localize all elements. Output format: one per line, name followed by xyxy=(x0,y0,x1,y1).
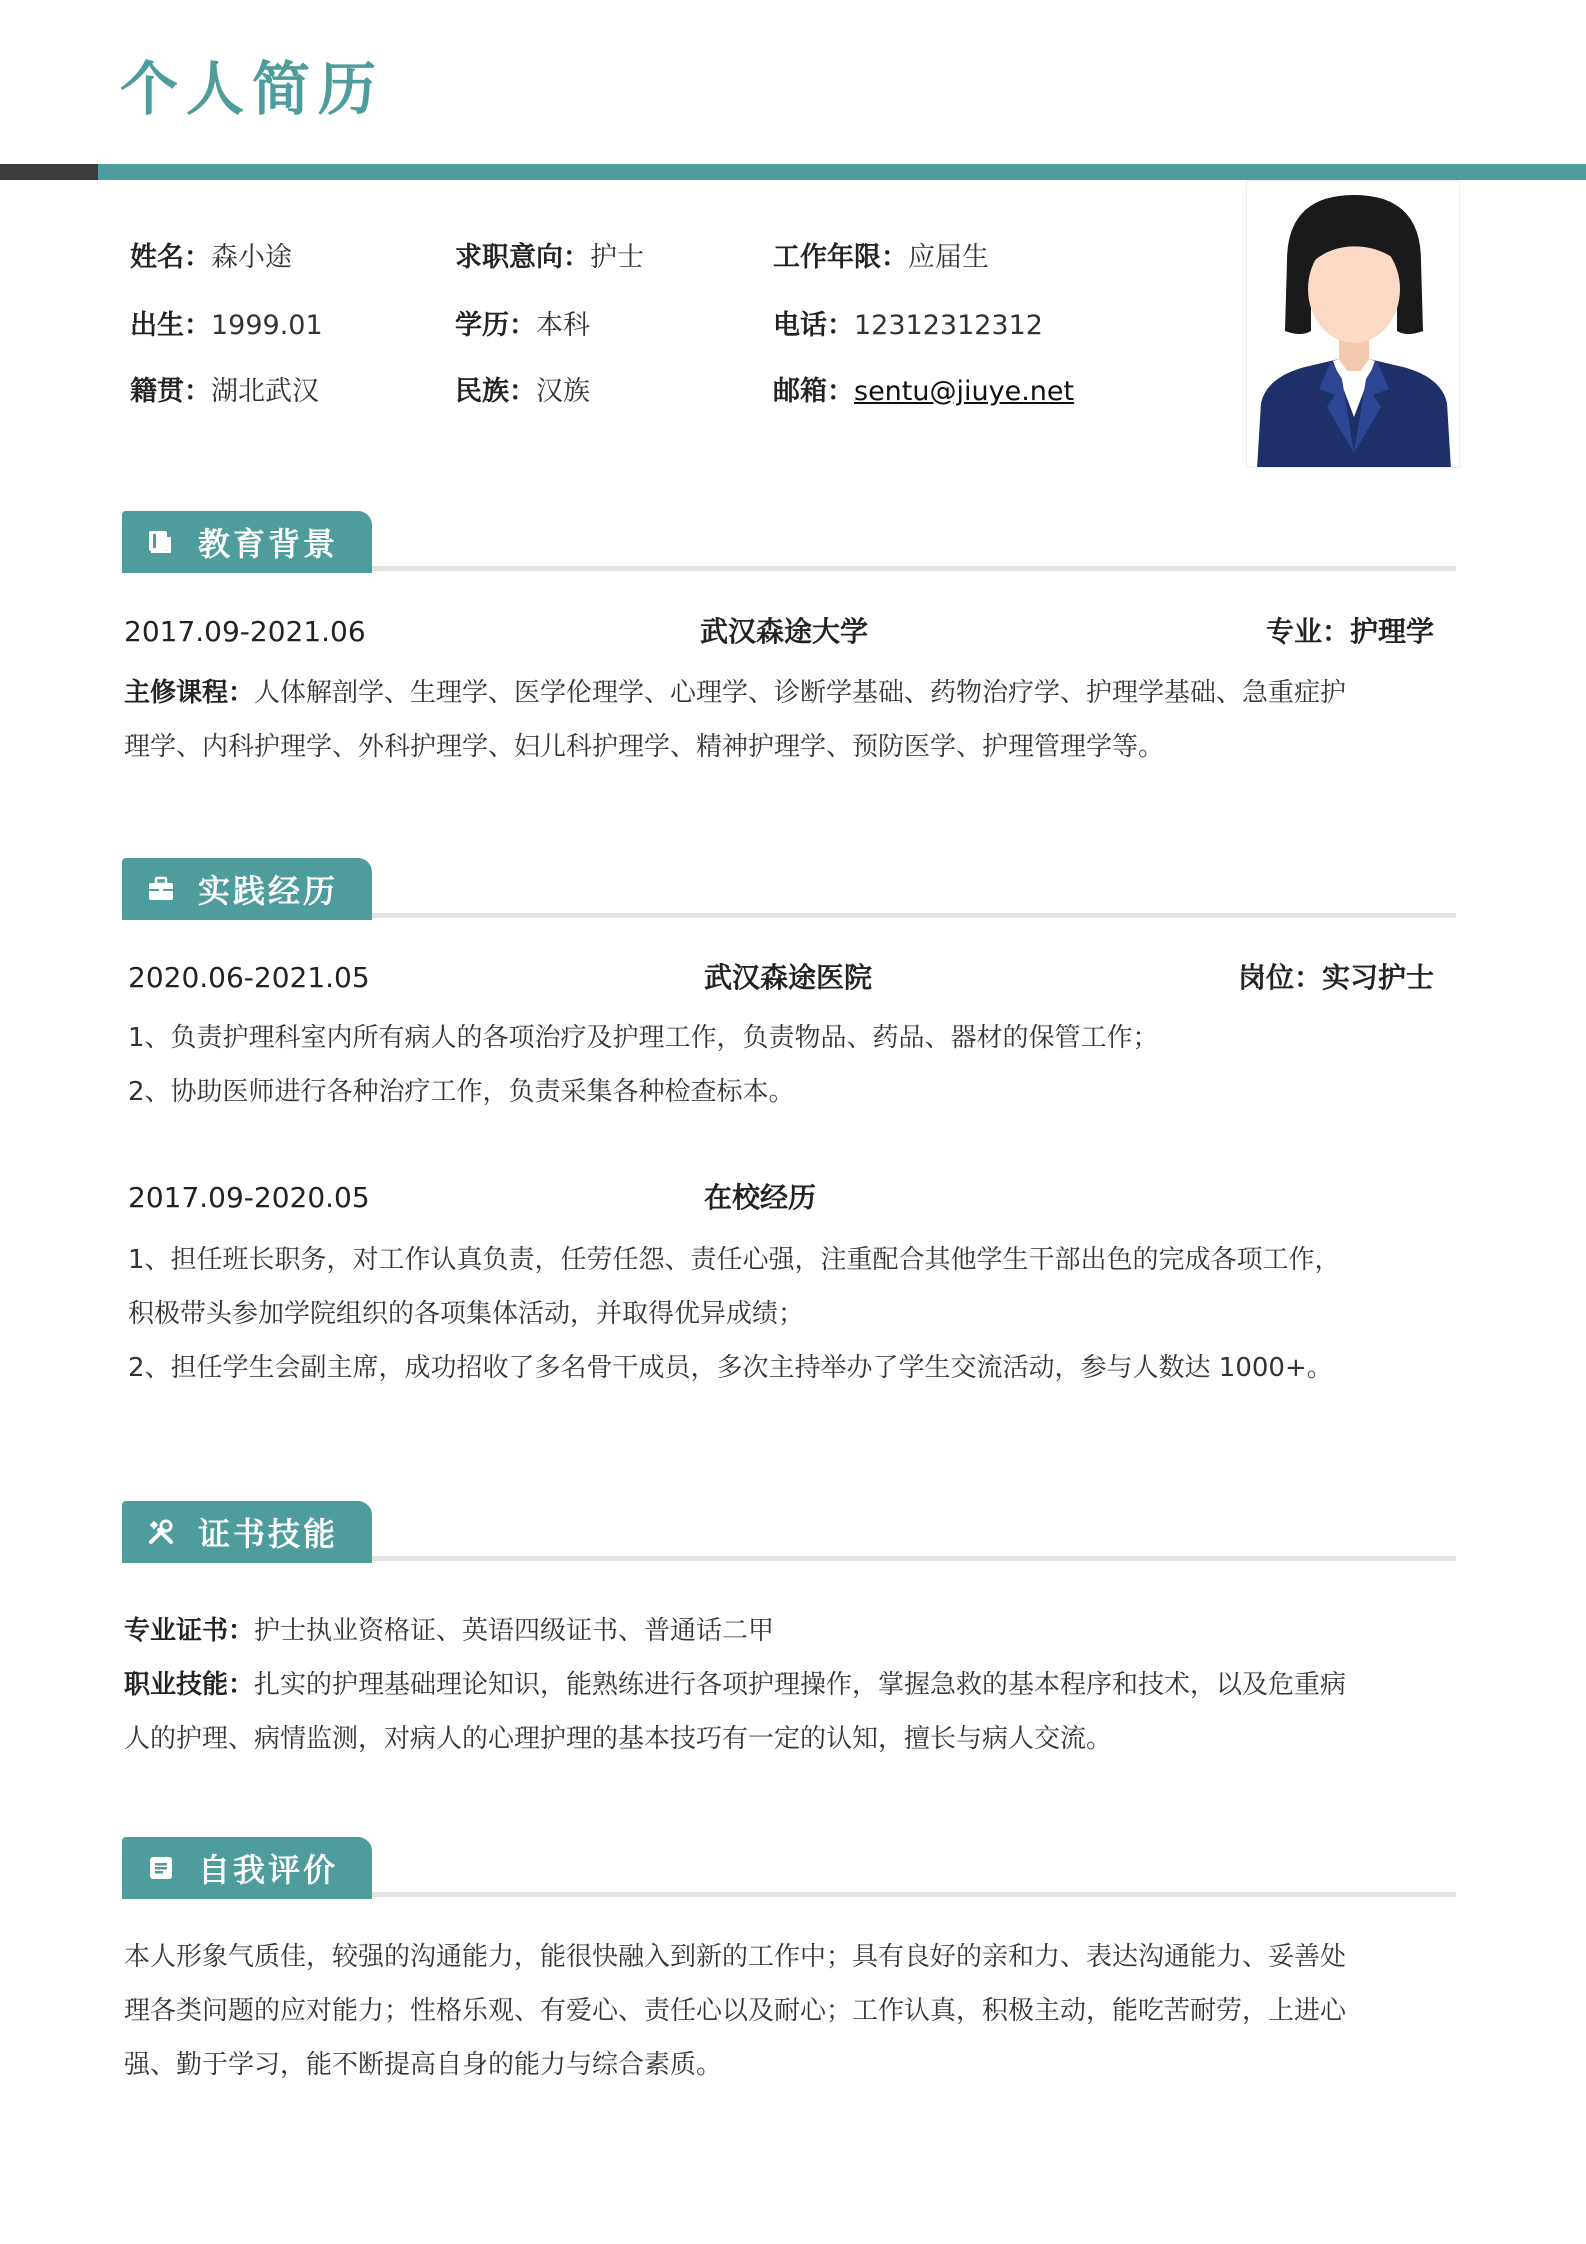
info-intent-value: 护士 xyxy=(590,242,644,273)
practice-1-line-2: 2、协助医师进行各种治疗工作，负责采集各种检查标本。 xyxy=(128,1077,795,1107)
info-name-value: 森小途 xyxy=(211,242,292,273)
practice-2-org: 在校经历 xyxy=(704,1181,817,1214)
info-phone-value: 12312312312 xyxy=(854,310,1043,341)
education-courses xyxy=(124,666,1434,774)
profile-photo xyxy=(1246,180,1460,468)
info-birth-label: 出生： xyxy=(130,310,211,341)
info-phone-label: 电话： xyxy=(773,310,854,341)
practice-heading-label: 实践经历 xyxy=(198,872,339,910)
info-birth-value: 1999.01 xyxy=(211,310,323,341)
book-icon xyxy=(146,527,176,557)
cert-value: 护士执业资格证、英语四级证书、普通话二甲 xyxy=(254,1616,775,1646)
practice-2-line-1: 1、担任班长职务，对工作认真负责，任劳任怨、责任心强，注重配合其他学生干部出色的完成各项工作， xyxy=(128,1245,1341,1275)
education-major: 专业：护理学 xyxy=(1265,615,1434,648)
briefcase-icon xyxy=(146,874,176,904)
cert-label: 专业证书： xyxy=(124,1616,255,1646)
self-eval-line-2: 理各类问题的应对能力；性格乐观、有爱心、责任心以及耐心；工作认真，积极主动，能吃苦耐劳，上进心 xyxy=(124,1996,1347,2026)
practice-heading xyxy=(122,858,372,920)
practice-1-details xyxy=(128,1011,1438,1119)
courses-line-1: 人体解剖学、生理学、医学伦理学、心理学、诊断学基础、药物治疗学、护理学基础、急重症护 xyxy=(254,678,1347,708)
page-title: 个人简历 xyxy=(120,55,385,123)
info-intent-label: 求职意向： xyxy=(455,242,590,273)
practice-row-2 xyxy=(128,1178,1434,1218)
info-intent xyxy=(455,241,644,275)
practice-row-1 xyxy=(128,958,1434,998)
info-years-value: 应届生 xyxy=(908,242,989,273)
self-eval-heading xyxy=(122,1837,372,1899)
info-origin xyxy=(130,375,319,409)
info-ethnicity-label: 民族： xyxy=(455,376,536,407)
info-phone xyxy=(773,309,1043,343)
skills-heading xyxy=(122,1501,372,1563)
header-accent-bar xyxy=(98,164,1586,180)
info-email-label: 邮箱： xyxy=(773,376,854,407)
practice-2-period: 2017.09-2020.05 xyxy=(128,1181,370,1214)
practice-1-role: 岗位：实习护士 xyxy=(1237,961,1434,994)
info-ethnicity xyxy=(455,375,590,409)
practice-1-line-1: 1、负责护理科室内所有病人的各项治疗及护理工作，负责物品、药品、器材的保管工作； xyxy=(128,1023,1159,1053)
skills-content xyxy=(124,1604,1434,1766)
header-dark-bar xyxy=(0,164,98,180)
skill-label: 职业技能： xyxy=(124,1670,255,1700)
skill-line-2: 人的护理、病情监测，对病人的心理护理的基本技巧有一定的认知，擅长与病人交流。 xyxy=(124,1724,1113,1754)
info-years-label: 工作年限： xyxy=(773,242,908,273)
info-name-label: 姓名： xyxy=(130,242,211,273)
self-eval-heading-label: 自我评价 xyxy=(198,1851,339,1889)
info-edu xyxy=(455,309,590,343)
info-email xyxy=(773,375,1074,409)
info-edu-label: 学历： xyxy=(455,310,536,341)
self-eval-line-1: 本人形象气质佳，较强的沟通能力，能很快融入到新的工作中；具有良好的亲和力、表达沟通能力、妥善处 xyxy=(124,1942,1347,1972)
education-row xyxy=(124,612,1434,652)
info-edu-value: 本科 xyxy=(536,310,590,341)
practice-1-org: 武汉森途医院 xyxy=(704,961,873,994)
skills-heading-label: 证书技能 xyxy=(198,1515,339,1553)
info-origin-label: 籍贯： xyxy=(130,376,211,407)
practice-2-line-3: 2、担任学生会副主席，成功招收了多名骨干成员，多次主持举办了学生交流活动，参与人数达 1000+。 xyxy=(128,1353,1333,1383)
email-link[interactable]: sentu@jiuye.net xyxy=(854,376,1075,407)
info-origin-value: 湖北武汉 xyxy=(211,376,319,407)
comment-icon xyxy=(146,1853,176,1883)
courses-line-2: 理学、内科护理学、外科护理学、妇儿科护理学、精神护理学、预防医学、护理管理学等。 xyxy=(124,732,1165,762)
education-heading-label: 教育背景 xyxy=(198,525,339,563)
skill-line-1: 扎实的护理基础理论知识，能熟练进行各项护理操作，掌握急救的基本程序和技术，以及危重病 xyxy=(254,1670,1347,1700)
practice-2-line-2: 积极带头参加学院组织的各项集体活动，并取得优异成绩； xyxy=(128,1299,805,1329)
tools-icon xyxy=(146,1517,176,1547)
info-birth xyxy=(130,309,323,343)
self-eval-line-3: 强、勤于学习，能不断提高自身的能力与综合素质。 xyxy=(124,2050,723,2080)
courses-label: 主修课程： xyxy=(124,678,255,708)
practice-1-period: 2020.06-2021.05 xyxy=(128,961,370,994)
self-eval-content xyxy=(124,1930,1434,2092)
education-school: 武汉森途大学 xyxy=(700,615,869,648)
female-avatar-icon xyxy=(1247,181,1460,468)
info-ethnicity-value: 汉族 xyxy=(536,376,590,407)
info-years xyxy=(773,241,989,275)
practice-2-details xyxy=(128,1233,1438,1395)
education-period: 2017.09-2021.06 xyxy=(124,615,366,648)
info-name xyxy=(130,241,292,275)
education-heading xyxy=(122,511,372,573)
